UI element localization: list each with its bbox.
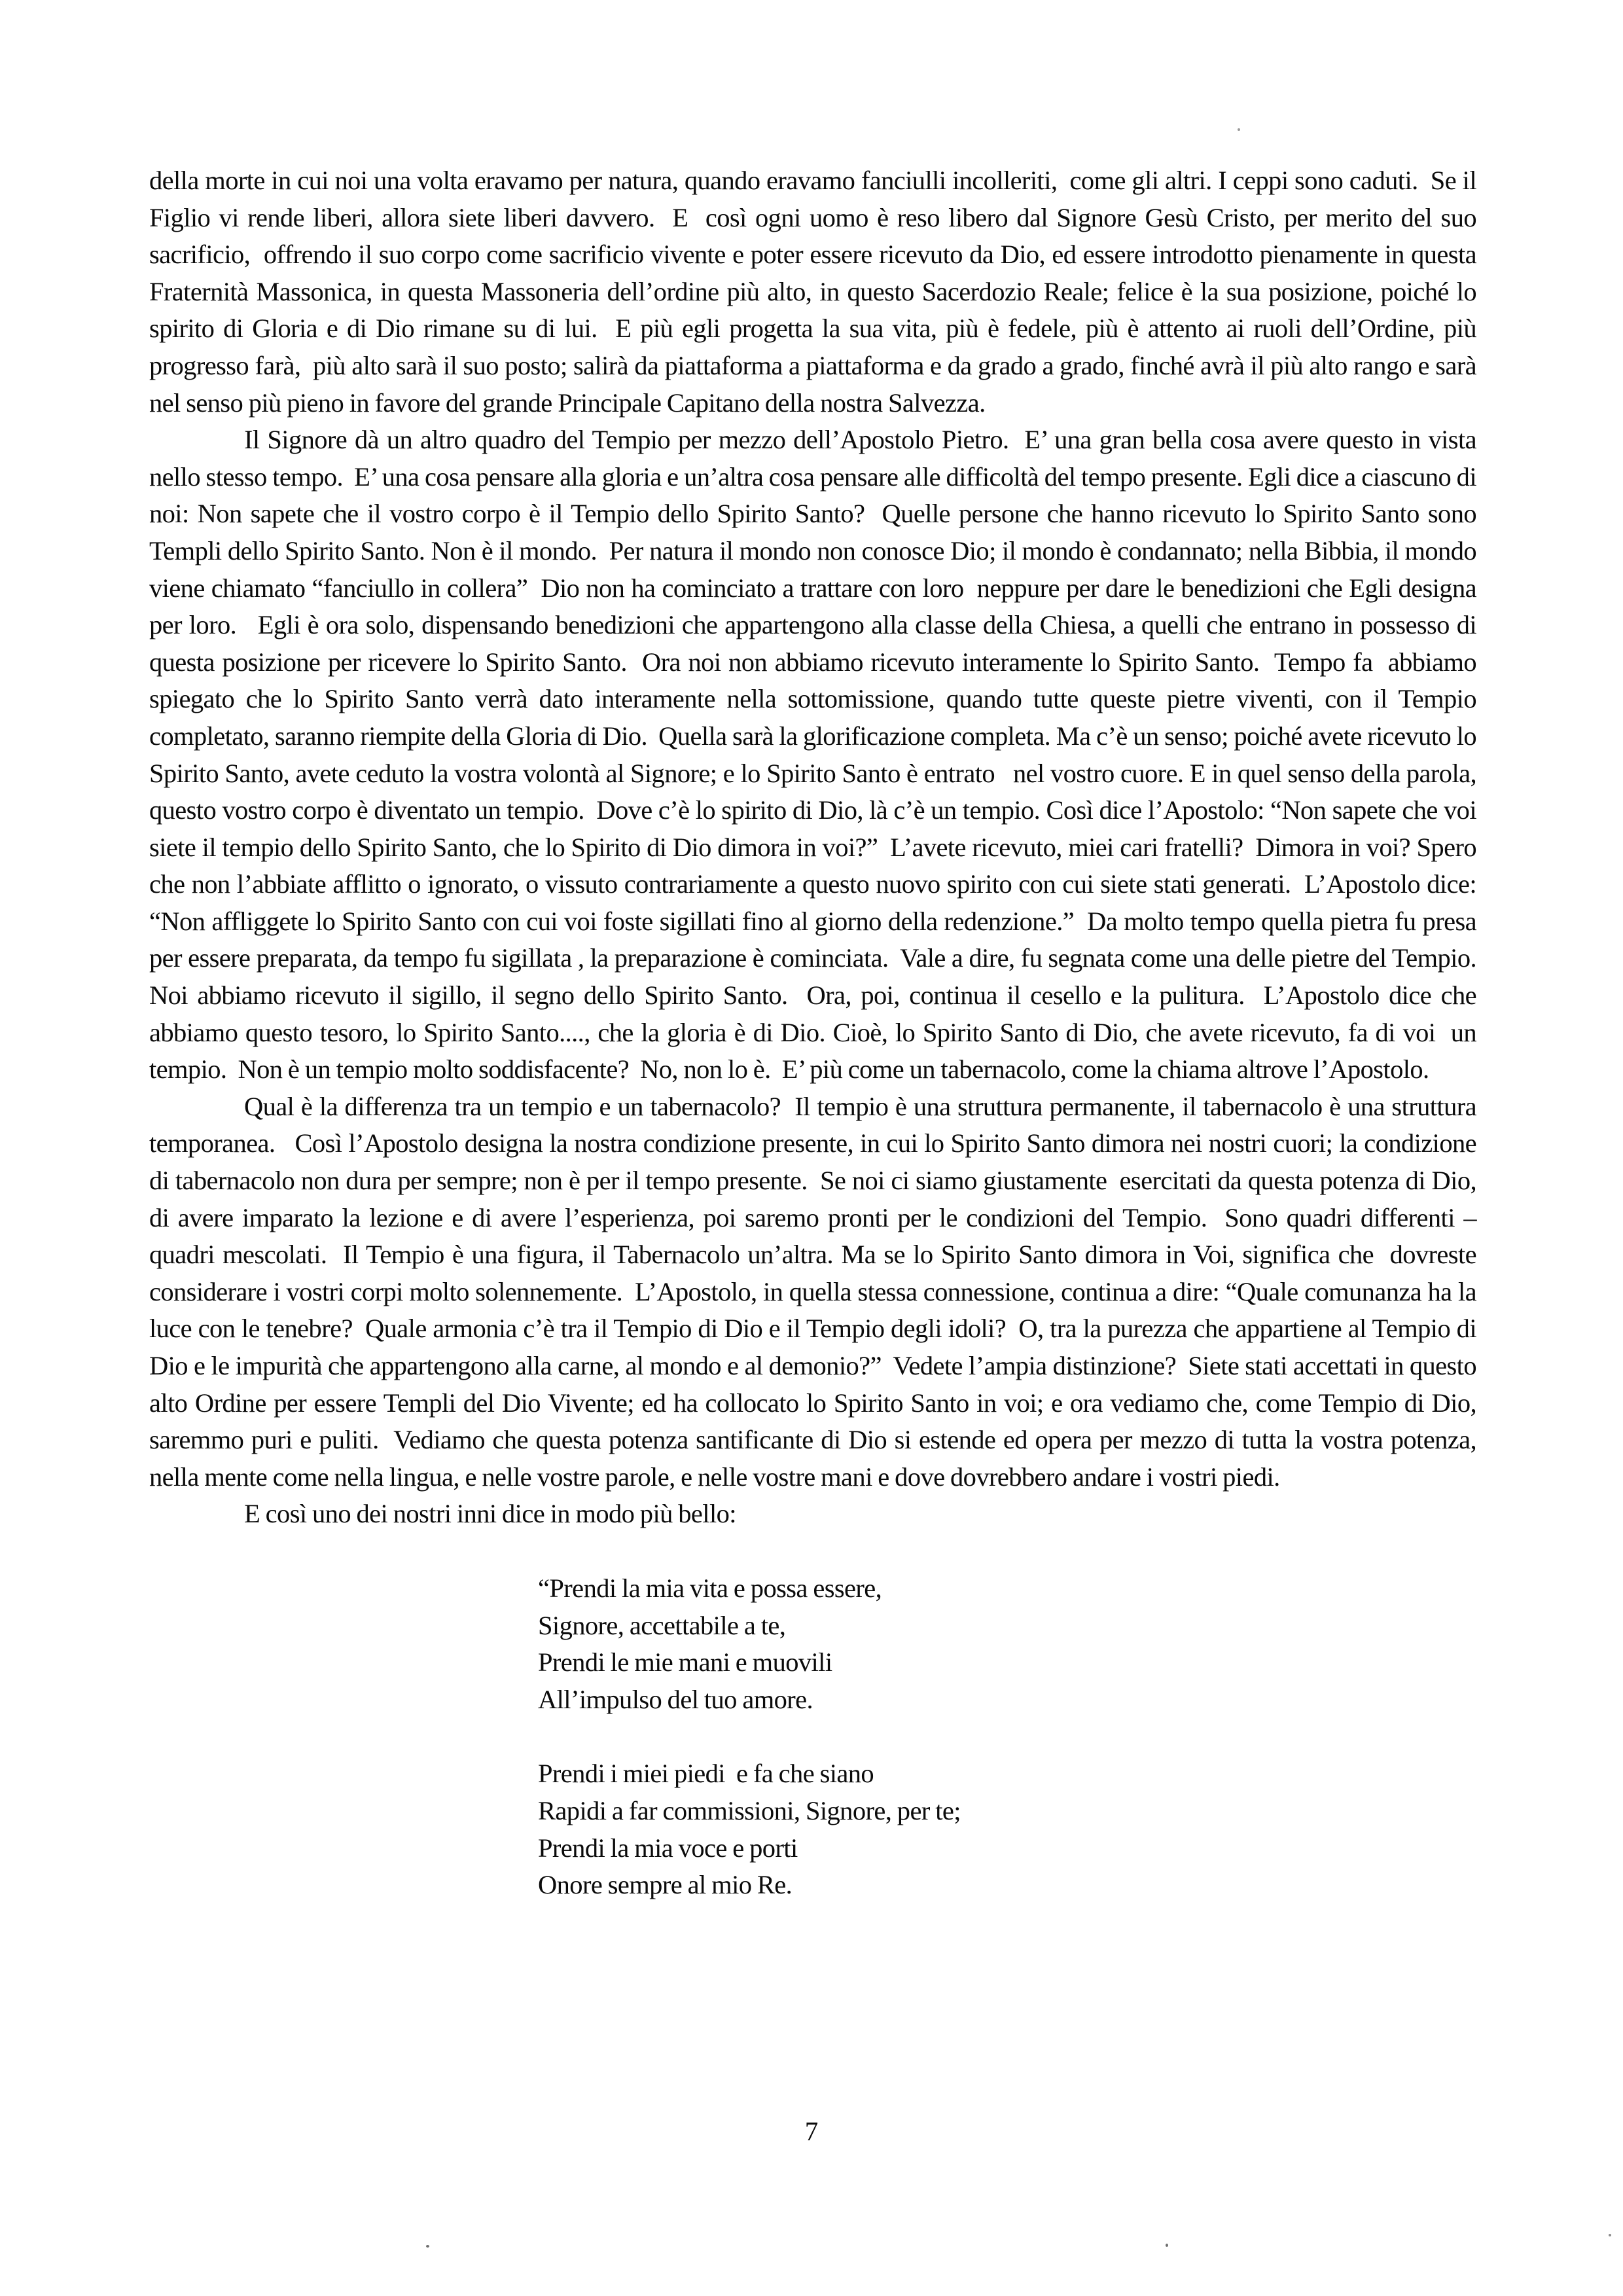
scan-speck	[1609, 2234, 1611, 2236]
body-paragraph: Qual è la differenza tra un tempio e un tabernacolo? Il tempio è una struttura permanente, il tabernacolo è una struttura temporanea. Così l’Apostolo designa la nostra condizione presente, in cui lo Spirito Santo dimora nei nostri cuori; la condizione di tabernacolo non dura per sempre; non è per il tempo presente. Se noi ci siamo giustamente esercitati da questa potenza di Dio, di avere imparato la lezione e di avere l’esperienza, poi saremo pronti per le condizioni del Tempio. Sono quadri differenti – quadri mescolati. Il Tempio è una figura, il Tabernacolo un’altra. Ma se lo Spirito Santo dimora in Voi, significa che dovreste considerare i vostri corpi molto solennemente. L’Apostolo, in quella stessa connessione, continua a dire: “Quale comunanza ha la luce con le tenebre? Quale armonia c’è tra il Tempio di Dio e il Tempio degli idoli? O, tra la purezza che appartiene al Tempio di Dio e le impurità che appartengono alla carne, al mondo e al demonio?” Vedete l’ampia distinzione? Siete stati accettati in questo alto Ordine per essere Templi del Dio Vivente; ed ha collocato lo Spirito Santo in voi; e ora vediamo che, come Tempio di Dio, saremmo puri e puliti. Vediamo che questa potenza santificante di Dio si estende ed opera per mezzo di tutta la vostra potenza, nella mente come nella lingua, e nelle vostre parole, e nelle vostre mani e dove dovrebbero andare i vostri piedi.	[149, 1091, 1482, 1492]
page-number: 7	[804, 2116, 819, 2146]
hymn-line: “Prendi la mia vita e possa essere,	[538, 1573, 882, 1603]
scan-speck	[426, 2245, 429, 2248]
hymn-stanza	[538, 1755, 1476, 1903]
hymn-line: All’impulso del tuo amore.	[538, 1684, 813, 1714]
hymn-line: Prendi la mia voce e porti	[538, 1833, 798, 1863]
hymn-line: Prendi le mie mani e muovili	[538, 1647, 832, 1677]
hymn-line: Prendi i miei piedi e fa che siano	[538, 1759, 874, 1789]
hymn-block	[149, 1570, 1476, 1904]
hymn-line: Onore sempre al mio Re.	[538, 1870, 793, 1900]
page-body	[149, 162, 1488, 1904]
body-paragraph: Il Signore dà un altro quadro del Tempio per mezzo dell’Apostolo Pietro. E’ una gran bella cosa avere questo in vista nello stesso tempo. E’ una cosa pensare alla gloria e un’altra cosa pensare alle difficoltà del tempo presente. Egli dice a ciascuno di noi: Non sapete che il vostro corpo è il Tempio dello Spirito Santo? Quelle persone che hanno ricevuto lo Spirito Santo sono Templi dello Spirito Santo. Non è il mondo. Per natura il mondo non conosce Dio; il mondo è condannato; nella Bibbia, il mondo viene chiamato “fanciullo in collera” Dio non ha cominciato a trattare con loro neppure per dare le benedizioni che Egli designa per loro. Egli è ora solo, dispensando benedizioni che appartengono alla classe della Chiesa, a quelli che entrano in possesso di questa posizione per ricevere lo Spirito Santo. Ora noi non abbiamo ricevuto interamente lo Spirito Santo. Tempo fa abbiamo spiegato che lo Spirito Santo verrà dato interamente nella sottomissione, quando tutte queste pietre viventi, con il Tempio completato, saranno riempite della Gloria di Dio. Quella sarà la glorificazione completa. Ma c’è un senso; poiché avete ricevuto lo Spirito Santo, avete ceduto la vostra volontà al Signore; e lo Spirito Santo è entrato nel vostro cuore. E in quel senso della parola, questo vostro corpo è diventato un tempio. Dove c’è lo spirito di Dio, là c’è un tempio. Così dice l’Apostolo: “Non sapete che voi siete il tempio dello Spirito Santo, che lo Spirito di Dio dimora in voi?” L’avete ricevuto, miei cari fratelli? Dimora in voi? Spero che non l’abbiate afflitto o ignorato, o vissuto contrariamente a questo nuovo spirito con cui siete stati generati. L’Apostolo dice: “Non affliggete lo Spirito Santo con cui voi foste sigillati fino al giorno della redenzione.” Da molto tempo quella pietra fu presa per essere preparata, da tempo fu sigillata , la preparazione è cominciata. Vale a dire, fu segnata come una delle pietre del Tempio. Noi abbiamo ricevuto il sigillo, il segno dello Spirito Santo. Ora, poi, continua il cesello e la pulitura. L’Apostolo dice che abbiamo questo tesoro, lo Spirito Santo...., che la gloria è di Dio. Cioè, lo Spirito Santo di Dio, che avete ricevuto, fa di voi un tempio. Non è un tempio molto soddisfacente? No, non lo è. E’ più come un tabernacolo, come la chiama altrove l’Apostolo.	[149, 425, 1488, 1085]
body-paragraph: della morte in cui noi una volta eravamo per natura, quando eravamo fanciulli incolleriti, come gli altri. I ceppi sono caduti. Se il Figlio vi rende liberi, allora siete liberi davvero. E così ogni uomo è reso libero dal Signore Gesù Cristo, per merito del suo sacrificio, offrendo il suo corpo come sacrificio vivente e poter essere ricevuto da Dio, ed essere introdotto pienamente in questa Fraternità Massonica, in questa Massoneria dell’ordine più alto, in questo Sacerdozio Reale; felice è la sua posizione, poiché lo spirito di Gloria e di Dio rimane su di lui. E più egli progetta la sua vita, più è fedele, più è attento ai ruoli dell’Ordine, più progresso farà, più alto sarà il suo posto; salirà da piattaforma a piattaforma e da grado a grado, finché avrà il più alto rango e sarà nel senso più pieno in favore del grande Principale Capitano della nostra Salvezza.	[149, 166, 1488, 418]
hymn-stanza	[538, 1570, 1476, 1718]
hymn-line: Signore, accettabile a te,	[538, 1610, 786, 1640]
body-paragraph: E così uno dei nostri inni dice in modo più bello:	[244, 1499, 736, 1529]
scan-speck	[1238, 128, 1240, 131]
hymn-line: Rapidi a far commissioni, Signore, per te;	[538, 1795, 961, 1825]
scan-speck	[1166, 2244, 1168, 2247]
